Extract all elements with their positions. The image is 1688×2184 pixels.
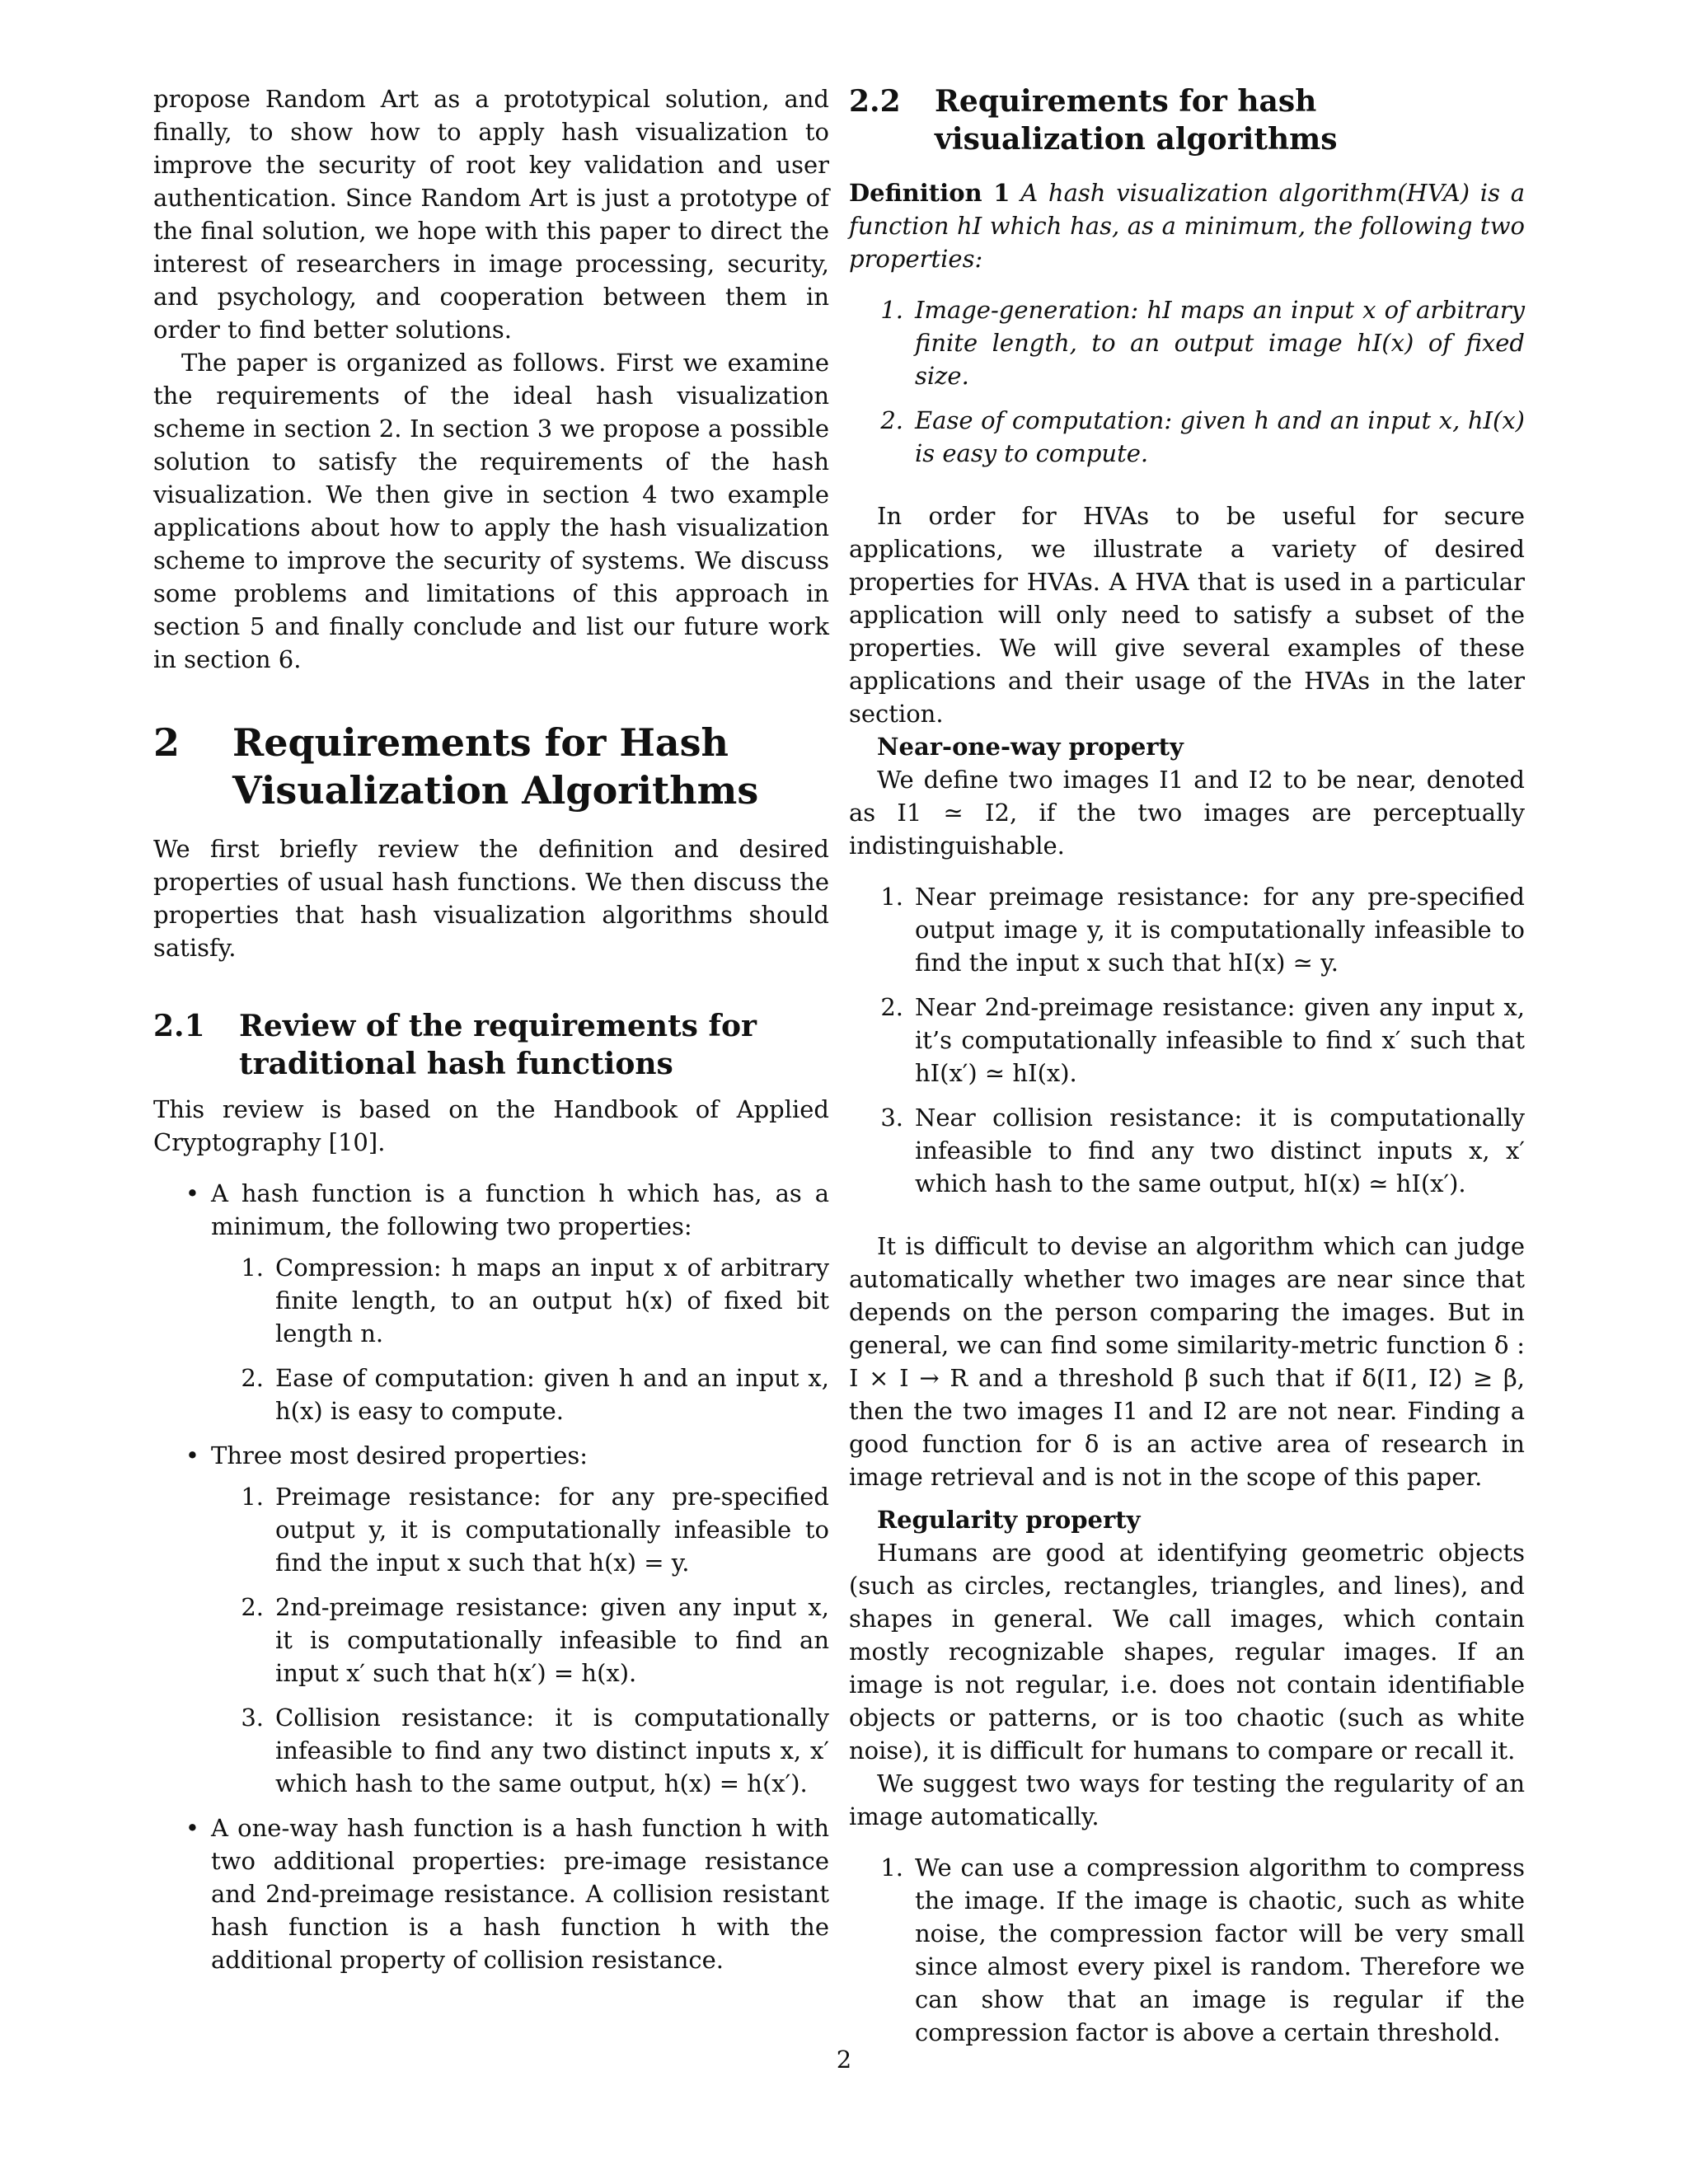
list-item-text: A one-way hash function is a hash function h with two additional properties: pre-image resistance and 2nd-preimage resistance. A collision resistant hash function is a hash function h with the additional property of collision resistance. xyxy=(211,1814,829,1974)
subsection-number: 2.2 xyxy=(849,84,901,119)
list-item: 1. Preimage resistance: for any pre-specified output y, it is computationally infeasible to find the input x such that h(x) = y. xyxy=(199,1480,829,1579)
list-item: 2. 2nd-preimage resistance: given any input x, it is computationally infeasible to find an input x′ such that h(x′) = h(x). xyxy=(199,1591,829,1690)
list-item-text: Near 2nd-preimage resistance: given any input x, it’s computationally infeasible to find x′ such that hI(x′) ≃ hI(x). xyxy=(915,993,1525,1087)
subsection-heading xyxy=(849,82,1525,158)
list-item-text: Image-generation: hI maps an input x of arbitrary finite length, to an output image hI(x) of fixed size. xyxy=(915,296,1525,390)
paragraph: We suggest two ways for testing the regularity of an image automatically. xyxy=(849,1769,1525,1830)
bullet-marker: • xyxy=(185,1179,199,1207)
list-item-text: Near preimage resistance: for any pre-specified output image y, it is computationally infeasible to find the input x such that hI(x) ≃ y. xyxy=(915,883,1525,977)
bullet-marker: • xyxy=(185,1441,199,1469)
paragraph: propose Random Art as a prototypical solution, and finally, to show how to apply hash visualization to improve the security of root key validation and user authentication. Since Random Art is just a prototype of the final solution, we hope with this paper to direct the interest of researchers in image processing, security, and psychology, and cooperation between them in order to find better solutions. xyxy=(153,85,829,344)
subsection-title: Requirements for hash visualization algorithms xyxy=(935,84,1338,157)
numbered-list xyxy=(199,1251,829,1427)
subsection-heading xyxy=(153,1007,829,1083)
paragraph: This review is based on the Handbook of Applied Cryptography [10]. xyxy=(153,1095,829,1156)
list-item: 1. Near preimage resistance: for any pre-specified output image y, it is computationally infeasible to find the input x such that hI(x) ≃ y. xyxy=(849,880,1525,979)
list-item: 3. Collision resistance: it is computationally infeasible to find any two distinct inputs x, x′ which hash to the same output, h(x) = h(x′). xyxy=(199,1701,829,1800)
numbered-list xyxy=(199,1480,829,1800)
paragraph: In order for HVAs to be useful for secure applications, we illustrate a variety of desired properties for HVAs. A HVA that is used in a particular application will only need to satisfy a subset of the properties. We will give several examples of these applications and their usage of the HVAs in the later section. xyxy=(849,502,1525,728)
left-column xyxy=(153,82,829,1988)
section-heading xyxy=(153,719,829,814)
list-item-text: Near collision resistance: it is computationally infeasible to find any two distinct inputs x, x′ which hash to the same output, hI(x) ≃ hI(x′). xyxy=(915,1104,1525,1197)
definition-label: Definition 1 xyxy=(849,179,1010,207)
list-item: 1. We can use a compression algorithm to compress the image. If the image is chaotic, such as white noise, the compression factor will be very small since almost every pixel is random. Therefore we can show that an image is regular if the compression factor is above a certain threshold. xyxy=(849,1851,1525,2049)
paragraph: Humans are good at identifying geometric objects (such as circles, rectangles, triangles, and lines), and shapes in general. We call images, which contain mostly recognizable shapes, regular images. If an image is not regular, i.e. does not contain identifiable objects or patterns, or is too chaotic (such as white noise), it is difficult for humans to compare or recall it. xyxy=(849,1539,1525,1765)
subsection-number: 2.1 xyxy=(153,1009,205,1043)
list-item-text: Three most desired properties: xyxy=(211,1441,588,1469)
paragraph: We first briefly review the definition and desired properties of usual hash functions. We then discuss the properties that hash visualization algorithms should satisfy. xyxy=(153,835,829,962)
definition xyxy=(849,176,1525,275)
list-item-text: Preimage resistance: for any pre-specified output y, it is computationally infeasible to find the input x such that h(x) = y. xyxy=(275,1483,829,1577)
right-column xyxy=(849,82,1525,2060)
list-item xyxy=(153,1177,829,1427)
paragraph: It is difficult to devise an algorithm which can judge automatically whether two images are near since that depends on the person comparing the images. But in general, we can find some similarity-metric function δ : I × I → R and a threshold β such that if δ(I1, I2) ≥ β, then the two images I1 and I2 are not near. Finding a good function for δ is an active area of research in image retrieval and is not in the scope of this paper. xyxy=(849,1232,1525,1491)
list-item-text: We can use a compression algorithm to compress the image. If the image is chaotic, such as white noise, the compression factor will be very small since almost every pixel is random. Therefore we can show that an image is regular if the compression factor is above a certain threshold. xyxy=(915,1854,1525,2046)
list-item xyxy=(153,1811,829,1976)
list-item: 2. Ease of computation: given h and an input x, h(x) is easy to compute. xyxy=(199,1361,829,1427)
paragraph-heading: Near-one-way property xyxy=(877,733,1184,761)
list-item xyxy=(153,1439,829,1800)
list-item: 1. Compression: h maps an input x of arbitrary finite length, to an output h(x) of fixed bit length n. xyxy=(199,1251,829,1350)
list-item: 3. Near collision resistance: it is computationally infeasible to find any two distinct inputs x, x′ which hash to the same output, hI(x) ≃ hI(x′). xyxy=(849,1101,1525,1200)
list-item-text: A hash function is a function h which has, as a minimum, the following two properties: xyxy=(211,1179,829,1240)
list-item: 2. Near 2nd-preimage resistance: given any input x, it’s computationally infeasible to find x′ such that hI(x′) ≃ hI(x). xyxy=(849,991,1525,1090)
numbered-list xyxy=(849,880,1525,1200)
section-number: 2 xyxy=(153,720,181,765)
list-item-text: Ease of computation: given h and an input x, hI(x) is easy to compute. xyxy=(915,406,1525,467)
bullet-list xyxy=(153,1177,829,1976)
list-item-text: Collision resistance: it is computationally infeasible to find any two distinct inputs x, x′ which hash to the same output, h(x) = h(x′). xyxy=(275,1704,829,1797)
subsection-title: Review of the requirements for traditional hash functions xyxy=(239,1009,757,1081)
paragraph-heading: Regularity property xyxy=(877,1506,1141,1534)
list-item-text: 2nd-preimage resistance: given any input x, it is computationally infeasible to find an input x′ such that h(x′) = h(x). xyxy=(275,1593,829,1687)
list-item: 2. Ease of computation: given h and an input x, hI(x) is easy to compute. xyxy=(849,404,1525,470)
numbered-list xyxy=(849,293,1525,470)
list-item-text: Compression: h maps an input x of arbitrary finite length, to an output h(x) of fixed bit length n. xyxy=(275,1254,829,1347)
section-title: Requirements for Hash Visualization Algorithms xyxy=(232,720,759,813)
list-item-text: Ease of computation: given h and an input x, h(x) is easy to compute. xyxy=(275,1364,829,1425)
page-number: 2 xyxy=(836,2046,852,2074)
paragraph: We define two images I1 and I2 to be near, denoted as I1 ≃ I2, if the two images are perceptually indistinguishable. xyxy=(849,766,1525,860)
bullet-marker: • xyxy=(185,1814,199,1842)
paragraph: The paper is organized as follows. First we examine the requirements of the ideal hash visualization scheme in section 2. In section 3 we propose a possible solution to satisfy the requirements of the hash visualization. We then give in section 4 two example applications about how to apply the hash visualization scheme to improve the security of systems. We discuss some problems and limitations of this approach in section 5 and finally conclude and list our future work in section 6. xyxy=(153,349,829,673)
numbered-list xyxy=(849,1851,1525,2049)
definition-text: A hash visualization algorithm(HVA) is a function hI which has, as a minimum, the following two properties: xyxy=(849,179,1526,273)
list-item: 1. Image-generation: hI maps an input x of arbitrary finite length, to an output image hI(x) of fixed size. xyxy=(849,293,1525,392)
